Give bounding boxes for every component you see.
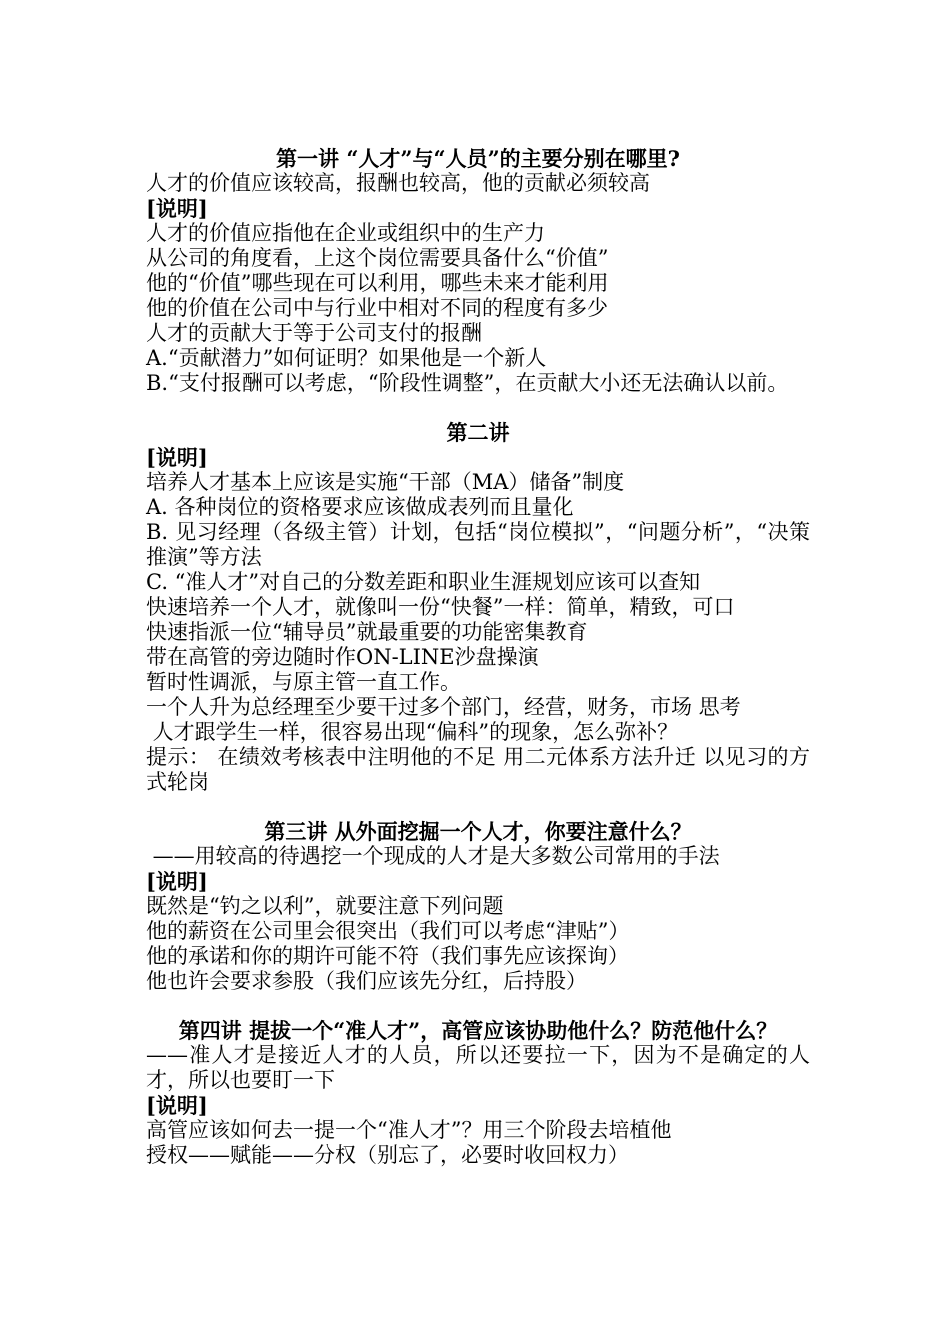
paragraph: 他也许会要求参股（我们应该先分红，后持股） bbox=[146, 969, 587, 993]
section-1 bbox=[146, 146, 810, 396]
spacer bbox=[146, 795, 810, 819]
paragraph: 授权——赋能——分权（别忘了，必要时收回权力） bbox=[146, 1143, 629, 1167]
paragraph: B. 见习经理（各级主管）计划，包括“岗位模拟”，“问题分析”，“决策推演”等方法 bbox=[146, 520, 810, 569]
paragraph: 快速培养一个人才，就像叫一份“快餐”一样：简单，精致，可口 bbox=[146, 595, 735, 619]
paragraph: 带在高管的旁边随时作ON-LINE沙盘操演 bbox=[146, 645, 539, 669]
paragraph: 人才的贡献大于等于公司支付的报酬 bbox=[146, 321, 482, 345]
paragraph: B.“支付报酬可以考虑，“阶段性调整”，在贡献大小还无法确认以前。 bbox=[146, 371, 789, 395]
paragraph: ——用较高的待遇挖一个现成的人才是大多数公司常用的手法 bbox=[146, 844, 720, 868]
paragraph: 人才的价值应指他在企业或组织中的生产力 bbox=[146, 221, 545, 245]
paragraph: 从公司的角度看，上这个岗位需要具备什么“价值” bbox=[146, 246, 609, 270]
note-label: [说明] bbox=[146, 196, 208, 221]
document-page bbox=[146, 146, 810, 1168]
paragraph: ——准人才是接近人才的人员，所以还要拉一下，因为不是确定的人才，所以也要盯一下 bbox=[146, 1043, 810, 1092]
section-2-title: 第二讲 bbox=[446, 420, 510, 445]
spacer bbox=[146, 994, 810, 1018]
paragraph: 既然是“钓之以利”，就要注意下列问题 bbox=[146, 894, 504, 918]
paragraph: 他的价值在公司中与行业中相对不同的程度有多少 bbox=[146, 296, 608, 320]
section-4-title: 第四讲 提拔一个“准人才”，高管应该协助他什么？防范他什么？ bbox=[178, 1018, 778, 1043]
paragraph: A. 各种岗位的资格要求应该做成表列而且量化 bbox=[146, 495, 574, 519]
paragraph: 暂时性调派，与原主管一直工作。 bbox=[146, 670, 461, 694]
section-4 bbox=[146, 1018, 810, 1168]
section-2 bbox=[146, 420, 810, 795]
section-3 bbox=[146, 819, 810, 994]
note-label: [说明] bbox=[146, 1093, 208, 1118]
section-3-title: 第三讲 从外面挖掘一个人才，你要注意什么？ bbox=[264, 819, 692, 844]
spacer bbox=[146, 396, 810, 420]
paragraph: 培养人才基本上应该是实施“干部（MA）储备”制度 bbox=[146, 470, 625, 494]
paragraph: 快速指派一位“辅导员”就最重要的功能密集教育 bbox=[146, 620, 588, 644]
paragraph: 人才的价值应该较高，报酬也较高，他的贡献必须较高 bbox=[146, 171, 650, 195]
paragraph: 他的承诺和你的期许可能不符（我们事先应该探询） bbox=[146, 944, 629, 968]
paragraph: 一个人升为总经理至少要干过多个部门，经营，财务，市场 思考 bbox=[146, 695, 741, 719]
paragraph: 人才跟学生一样，很容易出现“偏科”的现象，怎么弥补？ bbox=[146, 720, 679, 744]
note-label: [说明] bbox=[146, 445, 208, 470]
paragraph: 高管应该如何去一提一个“准人才”？用三个阶段去培植他 bbox=[146, 1118, 672, 1142]
paragraph: 他的薪资在公司里会很突出（我们可以考虑“津贴”） bbox=[146, 919, 630, 943]
note-label: [说明] bbox=[146, 869, 208, 894]
paragraph: A.“贡献潜力”如何证明？如果他是一个新人 bbox=[146, 346, 547, 370]
paragraph: 提示： 在绩效考核表中注明他的不足 用二元体系方法升迁 以见习的方式轮岗 bbox=[146, 745, 810, 794]
paragraph: C. “准人才”对自己的分数差距和职业生涯规划应该可以查知 bbox=[146, 570, 701, 594]
section-1-title: 第一讲 “人才”与“人员”的主要分别在哪里? bbox=[276, 146, 680, 171]
paragraph: 他的“价值”哪些现在可以利用，哪些未来才能利用 bbox=[146, 271, 609, 295]
